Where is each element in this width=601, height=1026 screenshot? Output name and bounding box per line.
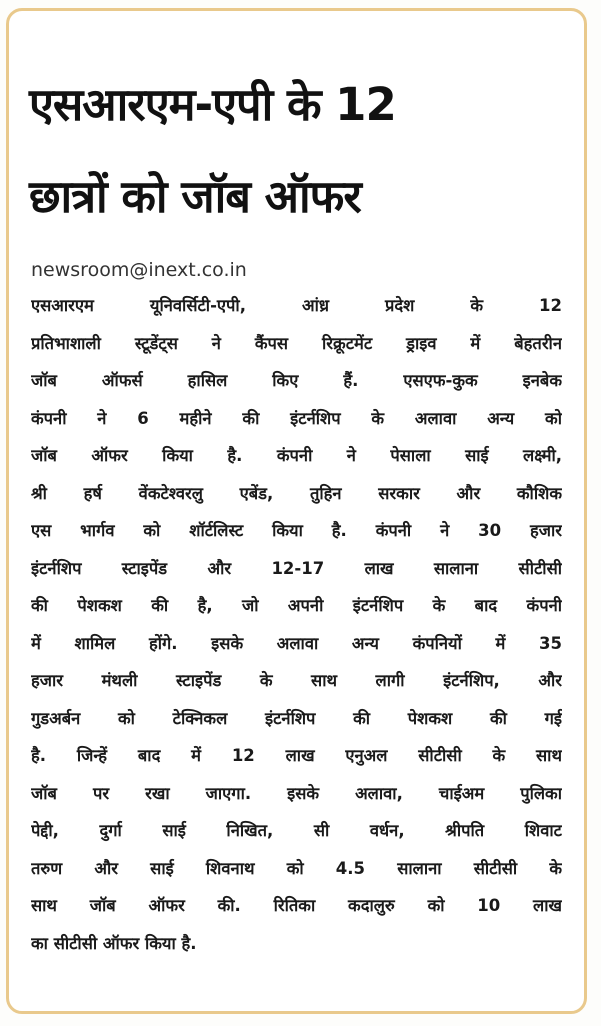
body-line: जॉब ऑफर किया है. कंपनी ने पेसाला साई लक्ष्मी, bbox=[31, 446, 562, 465]
body-line: एस भार्गव को शॉर्टलिस्ट किया है. कंपनी ने 30 हजार bbox=[31, 521, 562, 540]
body-line: गुडअर्बन को टेक्निकल इंटर्नशिप की पेशकश की गई bbox=[31, 708, 562, 728]
body-line: कंपनी ने 6 महीने की इंटर्नशिप के अलावा अन्य को bbox=[31, 408, 562, 428]
body-line: तरुण और साई शिवनाथ को 4.5 सालाना सीटीसी के bbox=[31, 858, 562, 878]
body-line: जॉब ऑफर्स हासिल किए हैं. एसएफ-कुक इनबेक bbox=[31, 371, 562, 390]
body-line: की पेशकश की है, जो अपनी इंटर्नशिप के बाद कंपनी bbox=[31, 596, 562, 615]
body-line: एसआरएम यूनिवर्सिटी-एपी, आंध्र प्रदेश के 12 bbox=[31, 296, 562, 315]
headline bbox=[29, 59, 584, 243]
body-line: श्री हर्ष वेंकटेश्वरलु एबेंड, तुहिन सरकार और कौशिक bbox=[31, 483, 562, 503]
body-line: हजार मंथली स्टाइपेंड के साथ लागी इंटर्नशिप, और bbox=[31, 671, 562, 690]
headline-line: एसआरएम-एपी के 12 bbox=[29, 78, 396, 131]
body-line: का सीटीसी ऑफर किया है. bbox=[31, 933, 197, 953]
news-clipping bbox=[6, 8, 587, 1014]
body-line: में शामिल होंगे. इसके अलावा अन्य कंपनियों में 35 bbox=[31, 633, 562, 653]
article-body bbox=[31, 287, 562, 962]
body-line: प्रतिभाशाली स्टूडेंट्स ने कैंपस रिक्रूटमेंट ड्राइव में बेहतरीन bbox=[31, 333, 562, 353]
body-line: पेद्दी, दुर्गा साई निखित, सी वर्धन, श्रीपति शिवाट bbox=[31, 821, 562, 840]
body-line: साथ जॉब ऑफर की. रितिका कदालुरु को 10 लाख bbox=[31, 896, 562, 915]
reporter-email: newsroom@inext.co.in bbox=[31, 259, 247, 281]
body-line: है. जिन्हें बाद में 12 लाख एनुअल सीटीसी के साथ bbox=[31, 746, 562, 765]
body-line: जॉब पर रखा जाएगा. इसके अलावा, चाईअम पुलिका bbox=[31, 783, 562, 803]
body-line: इंटर्नशिप स्टाइपेंड और 12-17 लाख सालाना सीटीसी bbox=[31, 558, 562, 578]
headline-line: छात्रों को जॉब ऑफर bbox=[29, 170, 361, 223]
